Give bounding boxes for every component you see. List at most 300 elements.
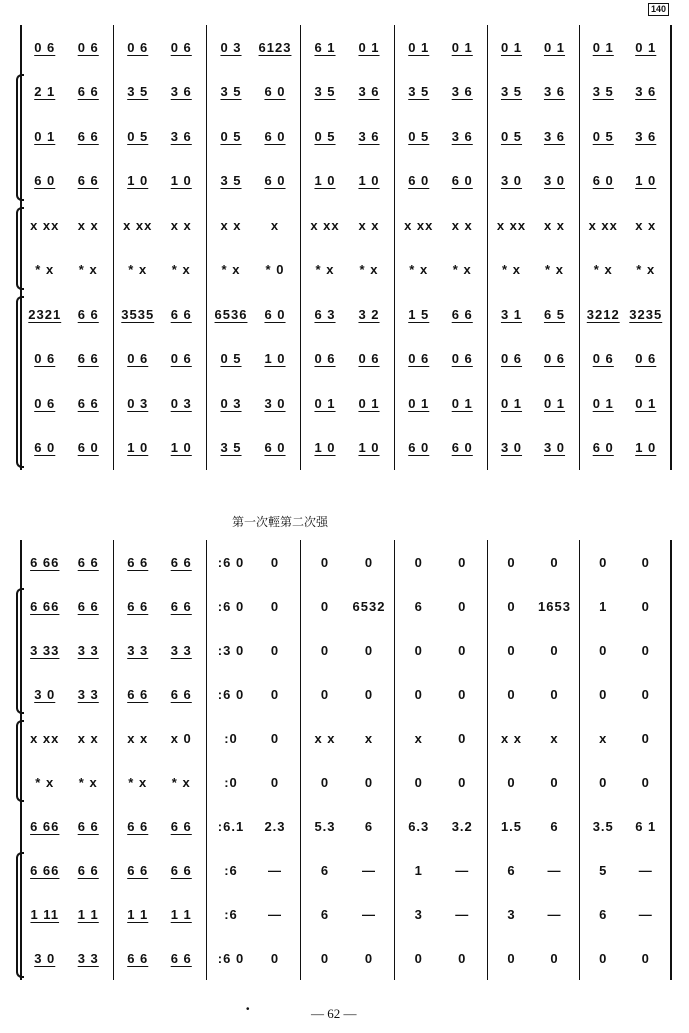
note-group	[209, 203, 253, 248]
note-text: 6 0	[264, 173, 286, 189]
note-text: :6 0	[217, 554, 245, 570]
note-group	[67, 292, 111, 337]
staff-row	[0, 672, 689, 712]
note-text: 3 6	[635, 84, 657, 100]
note-text: 6 66	[30, 818, 60, 834]
note-group	[253, 892, 297, 936]
note-group	[533, 114, 576, 159]
note-group	[533, 203, 576, 248]
note-text: 0	[320, 554, 330, 570]
note-text: 6 6	[127, 818, 149, 834]
note-group	[23, 892, 67, 936]
note-group	[303, 936, 347, 980]
note-group	[209, 584, 253, 628]
note-text: 3 33	[30, 642, 60, 658]
note-group	[67, 203, 111, 248]
note-text: —	[362, 906, 376, 922]
note-text: 3 2	[358, 306, 380, 322]
note-text: * x	[128, 774, 148, 790]
note-group	[490, 203, 533, 248]
note-group	[625, 381, 668, 426]
note-group	[253, 584, 297, 628]
note-group	[23, 248, 67, 293]
note-group	[116, 540, 160, 584]
note-group	[490, 804, 533, 848]
note-text: x xx	[496, 217, 527, 233]
note-text: 3 5	[220, 440, 242, 456]
note-text: 0 6	[170, 39, 192, 55]
note-text: 6 6	[77, 306, 99, 322]
note-text: 0	[507, 950, 516, 966]
note-group	[23, 25, 67, 70]
note-group	[116, 70, 160, 115]
note-group	[209, 114, 253, 159]
note-group	[209, 848, 253, 892]
note-group	[23, 936, 67, 980]
note-group	[116, 584, 160, 628]
note-group	[253, 540, 297, 584]
note-group	[116, 114, 160, 159]
note-text: x	[550, 730, 559, 746]
note-group	[582, 337, 625, 382]
note-text: 6 0	[408, 440, 430, 456]
note-text: —	[455, 906, 470, 922]
note-group	[533, 760, 576, 804]
note-group	[533, 848, 576, 892]
note-group	[397, 716, 441, 760]
note-group	[625, 584, 668, 628]
note-group	[441, 760, 485, 804]
note-text: 6 6	[77, 818, 99, 834]
note-text: 6 6	[77, 554, 99, 570]
note-text: x	[364, 730, 374, 746]
note-group	[253, 337, 297, 382]
staff-row	[0, 203, 689, 243]
note-group	[67, 337, 111, 382]
note-group	[23, 760, 67, 804]
note-text: 0 6	[34, 39, 56, 55]
note-text: 0 6	[77, 39, 99, 55]
note-group	[533, 337, 576, 382]
note-text: * x	[35, 774, 55, 790]
note-group	[625, 25, 668, 70]
note-group	[490, 892, 533, 936]
note-text: 0	[641, 554, 650, 570]
note-text: * x	[359, 262, 379, 278]
note-text: * 0	[265, 262, 285, 278]
note-text: 0	[507, 554, 516, 570]
note-text: 1 0	[635, 440, 657, 456]
note-text: 1 5	[408, 306, 430, 322]
note-text: 6 66	[30, 862, 60, 878]
note-group	[303, 292, 347, 337]
note-group	[347, 25, 391, 70]
note-text: 0	[320, 950, 330, 966]
note-text: 0	[550, 950, 559, 966]
note-text: 0	[270, 598, 280, 614]
note-group	[209, 760, 253, 804]
note-group	[67, 114, 111, 159]
note-group	[625, 248, 668, 293]
note-text: 0	[507, 642, 516, 658]
note-group	[533, 25, 576, 70]
note-group	[397, 381, 441, 426]
note-group	[253, 25, 297, 70]
note-group	[67, 70, 111, 115]
note-text: 1 1	[127, 906, 149, 922]
note-text: 6 0	[451, 173, 473, 189]
note-group	[397, 584, 441, 628]
note-text: 3 6	[170, 128, 192, 144]
performance-instruction: 第一次輕第二次强	[232, 515, 329, 529]
note-group	[303, 159, 347, 204]
note-text: 1	[599, 598, 608, 614]
note-text: 6 6	[127, 598, 149, 614]
note-text: 3.2	[451, 818, 473, 834]
note-text: 0 6	[314, 351, 336, 367]
staff-row	[0, 540, 689, 580]
note-text: 6 6	[170, 862, 192, 878]
note-text: 3 3	[77, 950, 99, 966]
note-text: 1 0	[314, 173, 336, 189]
note-text: 3 0	[543, 440, 566, 456]
note-group	[303, 760, 347, 804]
note-group	[253, 114, 297, 159]
note-group	[160, 25, 204, 70]
note-text: 3 6	[635, 128, 657, 144]
note-text: —	[638, 862, 653, 878]
note-group	[533, 628, 576, 672]
note-text: x x	[77, 730, 99, 746]
note-text: 3 5	[220, 173, 242, 189]
note-group	[67, 628, 111, 672]
note-text: x 0	[170, 730, 192, 746]
note-text: 0	[550, 554, 559, 570]
note-text: 6 6	[127, 862, 149, 878]
note-text: 3 6	[451, 128, 473, 144]
note-text: 6 6	[77, 128, 99, 144]
note-text: 6 0	[264, 306, 286, 322]
note-text: 6 66	[30, 554, 60, 570]
note-text: * x	[409, 262, 429, 278]
note-group	[347, 628, 391, 672]
note-group	[490, 25, 533, 70]
note-group	[160, 936, 204, 980]
staff-row	[0, 70, 689, 110]
note-text: 0 6	[358, 351, 380, 367]
note-group	[490, 760, 533, 804]
note-group	[397, 848, 441, 892]
note-text: 0 6	[127, 351, 149, 367]
note-text: 6 6	[77, 173, 99, 189]
staff-row	[0, 584, 689, 624]
note-group	[23, 426, 67, 471]
note-text: 6	[364, 818, 374, 834]
note-group	[67, 760, 111, 804]
note-text: 6 3	[314, 306, 336, 322]
staff-row	[0, 892, 689, 932]
note-group	[160, 426, 204, 471]
note-text: 0	[414, 554, 423, 570]
note-text: 0 6	[500, 351, 523, 367]
note-text: 0	[458, 642, 467, 658]
note-text: 6 0	[34, 173, 56, 189]
note-text: 1	[414, 862, 423, 878]
note-text: * x	[78, 262, 98, 278]
note-text: 0 6	[408, 351, 430, 367]
note-text: 3 5	[500, 84, 523, 100]
note-text: 0	[641, 774, 650, 790]
note-group	[67, 426, 111, 471]
note-group	[625, 70, 668, 115]
note-group	[160, 381, 204, 426]
note-group	[490, 848, 533, 892]
note-text: 0	[507, 598, 516, 614]
note-group	[347, 584, 391, 628]
note-group	[23, 848, 67, 892]
note-text: 3 0	[34, 686, 56, 702]
note-text: * x	[78, 774, 98, 790]
note-group	[347, 936, 391, 980]
note-text: 6 6	[170, 686, 192, 702]
note-text: 0 1	[358, 39, 380, 55]
note-group	[625, 337, 668, 382]
note-group	[533, 716, 576, 760]
note-text: 3235	[629, 306, 663, 322]
note-text: 1 0	[264, 351, 286, 367]
note-group	[160, 584, 204, 628]
note-group	[23, 381, 67, 426]
note-text: 3 3	[170, 642, 192, 658]
note-text: 3 6	[451, 84, 473, 100]
note-text: —	[268, 862, 282, 878]
note-group	[23, 159, 67, 204]
note-text: 3	[414, 906, 423, 922]
note-text: 0	[458, 730, 467, 746]
note-group	[397, 760, 441, 804]
note-group	[160, 70, 204, 115]
note-group	[67, 159, 111, 204]
note-text: 3 3	[127, 642, 149, 658]
staff-row	[0, 628, 689, 668]
note-text: 6.3	[408, 818, 430, 834]
note-group	[490, 672, 533, 716]
note-text: 3 6	[170, 84, 192, 100]
note-text: 1 0	[170, 173, 192, 189]
note-text: x	[414, 730, 423, 746]
note-group	[303, 381, 347, 426]
note-group	[347, 248, 391, 293]
note-text: 6 6	[170, 554, 192, 570]
staff-row	[0, 381, 689, 421]
note-text: 0	[414, 950, 423, 966]
note-group	[441, 936, 485, 980]
note-group	[582, 628, 625, 672]
note-group	[303, 203, 347, 248]
note-text: 6 0	[264, 440, 286, 456]
staff-row	[0, 337, 689, 377]
note-text: 1 0	[358, 173, 380, 189]
note-group	[116, 426, 160, 471]
note-group	[490, 426, 533, 471]
note-text: 6	[414, 598, 423, 614]
note-text: 0	[641, 598, 650, 614]
note-text: 0 6	[635, 351, 657, 367]
note-group	[347, 892, 391, 936]
note-group	[253, 159, 297, 204]
note-text: 6 6	[170, 598, 192, 614]
note-text: 0 5	[127, 128, 149, 144]
note-group	[582, 716, 625, 760]
note-text: 6 6	[77, 84, 99, 100]
note-text: 6	[507, 862, 516, 878]
note-text: 0 1	[635, 39, 657, 55]
note-group	[625, 804, 668, 848]
note-group	[209, 628, 253, 672]
note-text: x xx	[30, 217, 60, 233]
note-group	[67, 848, 111, 892]
note-group	[490, 70, 533, 115]
note-text: 0 1	[314, 395, 336, 411]
note-group	[116, 716, 160, 760]
note-group	[253, 716, 297, 760]
staff-row	[0, 848, 689, 888]
note-text: 0	[270, 774, 280, 790]
note-group	[303, 337, 347, 382]
note-text: 0	[458, 686, 467, 702]
note-text: x xx	[123, 217, 153, 233]
note-text: 0	[270, 642, 280, 658]
note-group	[625, 760, 668, 804]
note-text: 1 1	[170, 906, 192, 922]
note-group	[23, 716, 67, 760]
note-group	[116, 381, 160, 426]
note-group	[160, 848, 204, 892]
note-group	[67, 25, 111, 70]
score-system-1	[0, 25, 689, 470]
note-text: 0	[270, 730, 280, 746]
note-text: x	[270, 217, 280, 233]
note-group	[23, 540, 67, 584]
note-text: 6 0	[34, 440, 56, 456]
note-group	[441, 114, 485, 159]
note-text: 0	[550, 642, 559, 658]
note-text: 6 6	[77, 598, 99, 614]
note-text: * x	[545, 262, 564, 278]
note-group	[347, 70, 391, 115]
note-group	[303, 848, 347, 892]
note-group	[533, 292, 576, 337]
note-group	[397, 628, 441, 672]
note-group	[160, 292, 204, 337]
note-text: 3 5	[220, 84, 242, 100]
note-text: 6 6	[77, 395, 99, 411]
note-text: 0 1	[543, 395, 566, 411]
note-text: 0 3	[220, 39, 242, 55]
note-group	[441, 248, 485, 293]
note-text: 1 1	[77, 906, 99, 922]
note-text: :6.1	[217, 818, 245, 834]
note-group	[397, 540, 441, 584]
note-text: * x	[171, 262, 191, 278]
note-text: x x	[127, 730, 149, 746]
note-group	[67, 892, 111, 936]
note-group	[23, 114, 67, 159]
note-text: 6 0	[77, 440, 99, 456]
note-text: 6 0	[592, 173, 614, 189]
staff-row	[0, 248, 689, 288]
note-group	[253, 804, 297, 848]
note-text: 3 0	[34, 950, 56, 966]
note-group	[490, 936, 533, 980]
note-group	[303, 540, 347, 584]
note-text: 5.3	[314, 818, 336, 834]
note-group	[253, 381, 297, 426]
note-text: 0 1	[358, 395, 380, 411]
note-group	[303, 70, 347, 115]
note-text: :0	[224, 774, 238, 790]
note-group	[347, 203, 391, 248]
note-text: 1 0	[127, 440, 149, 456]
note-text: 3 6	[543, 128, 566, 144]
staff-row	[0, 804, 689, 844]
note-text: 6 6	[170, 306, 192, 322]
note-group	[303, 25, 347, 70]
note-group	[209, 426, 253, 471]
note-text: 6 1	[314, 39, 336, 55]
note-text: 6 6	[170, 950, 192, 966]
note-text: 0 5	[220, 351, 242, 367]
note-text: 0	[320, 598, 330, 614]
note-group	[582, 248, 625, 293]
note-text: 6 6	[451, 306, 473, 322]
note-group	[253, 672, 297, 716]
note-group	[116, 337, 160, 382]
note-text: 0 6	[170, 351, 192, 367]
note-group	[441, 25, 485, 70]
note-text: 6 6	[127, 686, 149, 702]
page-dot: •	[246, 1004, 250, 1015]
note-text: 6 1	[635, 818, 657, 834]
note-group	[303, 804, 347, 848]
note-group	[209, 892, 253, 936]
note-group	[209, 292, 253, 337]
note-text: 0	[599, 686, 608, 702]
note-group	[625, 672, 668, 716]
note-group	[67, 804, 111, 848]
note-group	[582, 584, 625, 628]
note-group	[625, 426, 668, 471]
note-group	[253, 203, 297, 248]
note-group	[441, 426, 485, 471]
note-group	[582, 426, 625, 471]
note-text: 6 0	[592, 440, 614, 456]
page-number: — 62 —	[311, 1006, 357, 1021]
note-text: * x	[593, 262, 613, 278]
note-text: —	[638, 906, 653, 922]
note-group	[582, 203, 625, 248]
note-text: 3 0	[543, 173, 566, 189]
note-group	[23, 628, 67, 672]
note-group	[441, 848, 485, 892]
note-group	[67, 540, 111, 584]
note-text: 0 1	[408, 395, 430, 411]
note-text: x xx	[30, 730, 60, 746]
note-text: * x	[35, 262, 55, 278]
note-group	[303, 716, 347, 760]
note-text: x x	[77, 217, 99, 233]
note-text: 0	[364, 950, 374, 966]
